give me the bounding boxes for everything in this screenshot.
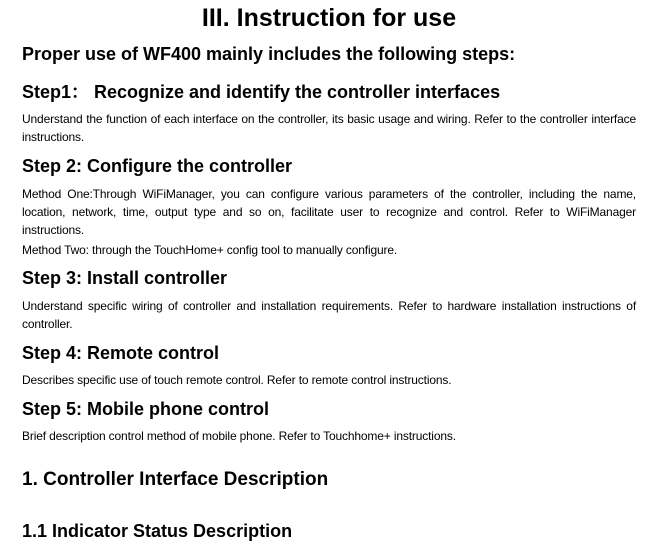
section-heading-controller-interface: 1. Controller Interface Description	[22, 469, 329, 490]
intro-text: Proper use of WF400 mainly includes the following steps:	[22, 44, 516, 64]
step-3-paragraph: Understand specific wiring of controller and installation requirements. Refer to hardware installation instructions of controller.	[22, 299, 636, 331]
step-2-paragraph-2: Method Two: through the TouchHome+ config tool to manually configure.	[22, 243, 398, 257]
step-4-paragraph: Describes specific use of touch remote control. Refer to remote control instructions.	[22, 373, 452, 387]
page-title: III. Instruction for use	[201, 4, 457, 32]
step-2-heading: Step 2: Configure the controller	[22, 156, 293, 176]
step-5-paragraph: Brief description control method of mobile phone. Refer to Touchhome+ instructions.	[22, 429, 456, 443]
step-5-heading: Step 5: Mobile phone control	[22, 399, 269, 419]
step-4-heading: Step 4: Remote control	[22, 343, 220, 363]
step-2-paragraph-1: Method One:Through WiFiManager, you can configure various parameters of the controller, including the name, location, network, time, output type and so on, facilitate user to recognize and control. Refer to WiFiManager instructions.	[22, 187, 636, 237]
step-1-paragraph: Understand the function of each interface on the controller, its basic usage and wiring. Refer to the controller interface instructions.	[22, 112, 636, 144]
section-heading-indicator-status: 1.1 Indicator Status Description	[22, 521, 293, 541]
step-3-heading: Step 3: Install controller	[22, 268, 228, 288]
step-1-heading: Step1： Recognize and identify the controller interfaces	[22, 82, 501, 102]
